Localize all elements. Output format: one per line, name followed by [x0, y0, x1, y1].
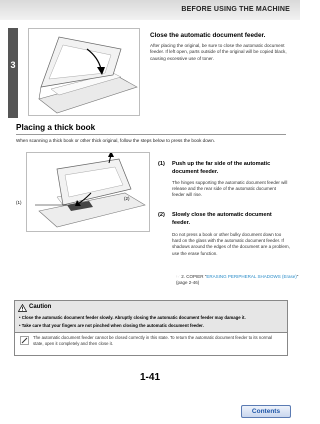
- substep-2-number: (2): [158, 212, 165, 218]
- step-heading: Close the automatic document feeder.: [150, 32, 266, 39]
- contents-button[interactable]: Contents: [241, 405, 291, 418]
- reference-suffix: " (page 2-46): [176, 274, 299, 285]
- step-illustration: [28, 28, 140, 116]
- thick-book-drawing: [27, 153, 151, 233]
- note-pencil-icon: [20, 336, 29, 345]
- page-number: 1-41: [139, 372, 160, 383]
- substep-1-text: The hinges supporting the automatic document feeder will release and the rear side of the automatic document feeder will rise.: [172, 180, 288, 198]
- substep-1-title: Push up the far side of the automatic document feeder.: [172, 161, 271, 175]
- caution-item-1: • Close the automatic document feeder slowly. Abruptly closing the automatic document feeder may damage it.: [19, 315, 246, 320]
- section-title: Placing a thick book: [16, 123, 96, 132]
- reference-prefix: 2. COPIER ": [181, 274, 207, 279]
- reference-note: [176, 274, 300, 285]
- substep-1-number: (1): [158, 161, 165, 167]
- substep-2-text: Do not press a book or other bulky document down too hard on the glass with the automatic document feeder. If shadows around the edges of the document are a problem, use the erase function.: [172, 232, 290, 256]
- step-tab: [8, 28, 18, 118]
- caution-divider: [15, 332, 287, 333]
- step-paragraph: After placing the original, be sure to close the automatic document feeder. If left open, parts outside of the original will be copied black, causing excessive use of toner.: [150, 43, 287, 61]
- thick-book-illustration: [26, 152, 150, 232]
- section-divider: [16, 134, 286, 135]
- section-intro: When scanning a thick book or other thick original, follow the steps below to press the book down.: [16, 138, 215, 143]
- caution-item-1-text: Close the automatic document feeder slowly. Abruptly closing the automatic document feeder may damage it.: [21, 315, 246, 320]
- caution-title: Caution: [29, 304, 52, 310]
- reference-icon: ☞: [176, 274, 182, 279]
- step-number: 3: [10, 60, 16, 70]
- page-header: [0, 0, 300, 20]
- substep-1-heading: [158, 161, 288, 175]
- caution-header: [15, 301, 287, 332]
- caution-item-2-text: Take care that your fingers are not pinched when closing the automatic document feeder.: [21, 323, 204, 328]
- caution-note: The automatic document feeder cannot be closed correctly in this state. To return the automatic document feeder to its normal state, open it completely and then close it.: [33, 335, 273, 346]
- caution-box: [14, 300, 288, 356]
- erase-reference-link[interactable]: ERASING PERIPHERAL SHADOWS (Erase): [206, 274, 297, 279]
- adf-closing-illustration: [29, 29, 141, 117]
- substep-2-heading: [158, 212, 288, 226]
- callout-1: (1): [16, 200, 22, 205]
- header-title: BEFORE USING THE MACHINE: [181, 6, 290, 13]
- warning-icon: [18, 304, 27, 312]
- caution-item-2: • Take care that your fingers are not pinched when closing the automatic document feeder.: [19, 323, 204, 328]
- callout-2: (2): [124, 196, 130, 201]
- substep-2-title: Slowly close the automatic document feeder.: [172, 212, 272, 226]
